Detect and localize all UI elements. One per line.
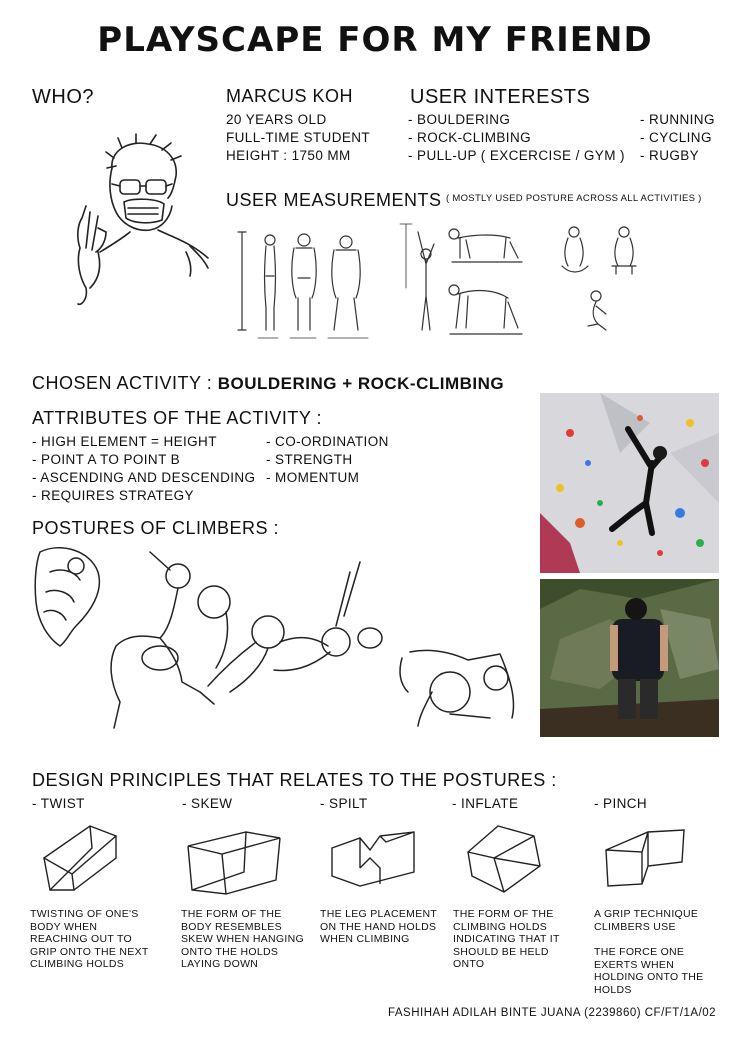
attribute-item: - POINT A TO POINT B [32,452,181,467]
interest-item: - RUGBY [640,148,700,163]
attribute-item: - REQUIRES STRATEGY [32,488,194,503]
interest-item: - ROCK-CLIMBING [408,130,532,145]
principle-name-spilt: - SPILT [320,796,368,811]
attribute-item: - ASCENDING AND DESCENDING [32,470,256,485]
user-details [226,111,370,165]
interests-list-primary [408,111,625,165]
postures-heading: POSTURES OF CLIMBERS : [32,518,280,538]
pinch-form-icon [604,826,686,888]
attributes-list-secondary [266,433,389,487]
user-height: HEIGHT : 1750 MM [226,148,351,163]
twist-form-icon [40,818,122,894]
skew-form-icon [186,828,282,896]
attribute-item: - STRENGTH [266,452,353,467]
principle-desc-pinch: A GRIP TECHNIQUE CLIMBERS USE [594,908,699,933]
attribute-item: - CO-ORDINATION [266,434,389,449]
user-portrait-sketch [40,128,220,308]
interest-item: - BOULDERING [408,112,511,127]
who-heading: WHO? [32,86,94,108]
activity-row [32,373,504,394]
principle-name-inflate: - INFLATE [452,796,519,811]
attributes-heading: ATTRIBUTES OF THE ACTIVITY : [32,408,323,428]
body-measurements-sketch [236,218,656,348]
measurements-heading: USER MEASUREMENTS [226,190,442,210]
user-age: 20 YEARS OLD [226,112,327,127]
principle-desc-twist: TWISTING OF ONE'S BODY WHEN REACHING OUT TO GRIP ONTO THE NEXT CLIMBING HOLDS [30,908,149,970]
principle-desc-pinch-extra: THE FORCE ONE EXERTS WHEN HOLDING ONTO THE HOLDS [594,946,704,996]
activity-label: CHOSEN ACTIVITY : [32,373,213,393]
interest-item: - CYCLING [640,130,712,145]
principle-desc-spilt: THE LEG PLACEMENT ON THE HAND HOLDS WHEN CLIMBING [320,908,437,945]
rock-climbing-photo [540,579,719,737]
attributes-list-primary [32,433,255,505]
measurements-note: ( MOSTLY USED POSTURE ACROSS ALL ACTIVITIES ) [446,193,702,204]
principle-desc-inflate: THE FORM OF THE CLIMBING HOLDS INDICATING THAT IT SHOULD BE HELD ONTO [453,908,560,970]
spilt-form-icon [330,828,418,890]
climber-postures-sketch [30,542,530,742]
user-name: MARCUS KOH [226,86,354,106]
interest-item: - RUNNING [640,112,715,127]
principle-name-twist: - TWIST [32,796,85,811]
inflate-form-icon [464,822,544,894]
interests-heading: USER INTERESTS [410,86,591,108]
principle-name-pinch: - PINCH [594,796,648,811]
activity-value: BOULDERING + ROCK-CLIMBING [217,374,505,393]
interest-item: - PULL-UP ( EXCERCISE / GYM ) [408,148,625,163]
user-occupation: FULL-TIME STUDENT [226,130,371,145]
principle-desc-skew: THE FORM OF THE BODY RESEMBLES SKEW WHEN HANGING ONTO THE HOLDS LAYING DOWN [181,908,304,970]
page-title: PLAYSCAPE FOR MY FRIEND [97,20,653,60]
attribute-item: - HIGH ELEMENT = HEIGHT [32,434,217,449]
climbing-wall-photo [540,393,719,573]
principle-name-skew: - SKEW [182,796,233,811]
author-credit: FASHIHAH ADILAH BINTE JUANA (2239860) CF/FT/1A/02 [388,1007,717,1019]
attribute-item: - MOMENTUM [266,470,360,485]
principles-heading: DESIGN PRINCIPLES THAT RELATES TO THE POSTURES : [32,770,557,790]
interests-list-secondary [640,111,715,165]
